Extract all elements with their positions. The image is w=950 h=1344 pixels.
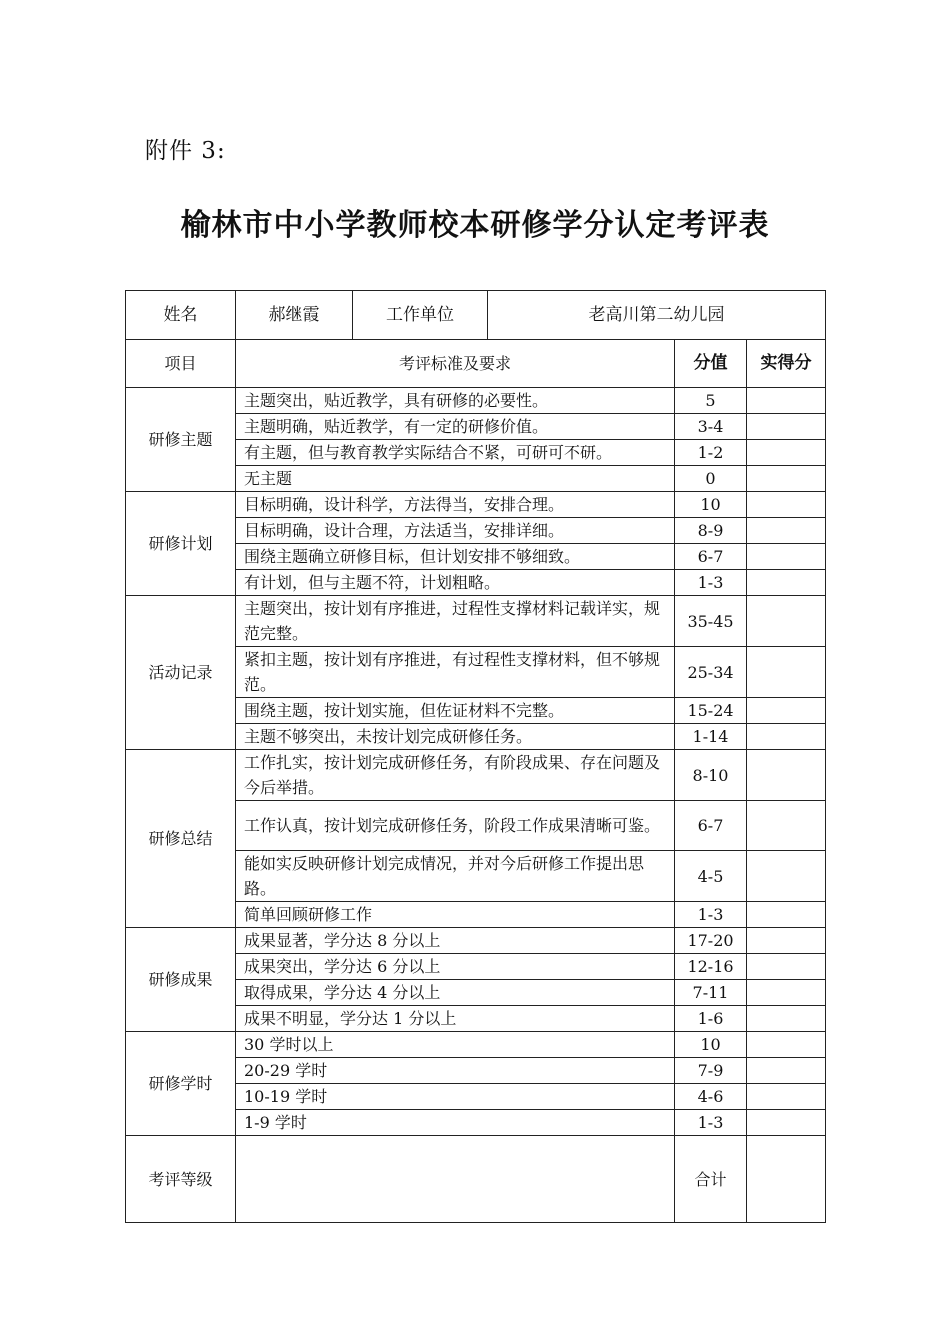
attachment-label: 附件 3: (145, 138, 226, 164)
criteria-cell: 紧扣主题，按计划有序推进，有过程性支撑材料，但不够规范。 (236, 647, 675, 698)
criteria-cell: 简单回顾研修工作 (236, 902, 675, 928)
actual-score-cell[interactable] (747, 1032, 826, 1058)
header-actual: 实得分 (747, 340, 826, 388)
unit-label: 工作单位 (353, 291, 488, 340)
score-cell: 1-3 (675, 1110, 747, 1136)
name-value: 郝继霞 (236, 291, 353, 340)
criteria-cell: 有主题，但与教育教学实际结合不紧，可研可不研。 (236, 440, 675, 466)
score-cell: 1-6 (675, 1006, 747, 1032)
grade-label: 考评等级 (126, 1136, 236, 1223)
table-row (126, 1032, 826, 1058)
actual-score-cell[interactable] (747, 1058, 826, 1084)
score-cell: 15-24 (675, 698, 747, 724)
section-name: 研修学时 (126, 1032, 236, 1136)
score-cell: 8-10 (675, 750, 747, 801)
actual-score-cell[interactable] (747, 388, 826, 414)
score-cell: 6-7 (675, 801, 747, 851)
header-item: 项目 (126, 340, 236, 388)
actual-score-cell[interactable] (747, 698, 826, 724)
criteria-cell: 围绕主题确立研修目标，但计划安排不够细致。 (236, 544, 675, 570)
section-name: 研修主题 (126, 388, 236, 492)
score-cell: 7-9 (675, 1058, 747, 1084)
name-label: 姓名 (126, 291, 236, 340)
actual-score-cell[interactable] (747, 544, 826, 570)
info-row (126, 291, 826, 340)
score-cell: 4-5 (675, 851, 747, 902)
score-cell: 10 (675, 1032, 747, 1058)
grade-value-cell[interactable] (236, 1136, 675, 1223)
actual-score-cell[interactable] (747, 851, 826, 902)
total-value-cell[interactable] (747, 1136, 826, 1223)
criteria-cell: 工作扎实，按计划完成研修任务，有阶段成果、存在问题及今后举措。 (236, 750, 675, 801)
criteria-cell: 能如实反映研修计划完成情况，并对今后研修工作提出思路。 (236, 851, 675, 902)
criteria-cell: 工作认真，按计划完成研修任务，阶段工作成果清晰可鉴。 (236, 801, 675, 851)
actual-score-cell[interactable] (747, 647, 826, 698)
section-name: 研修总结 (126, 750, 236, 928)
score-cell: 1-3 (675, 570, 747, 596)
document-title: 榆林市中小学教师校本研修学分认定考评表 (180, 208, 770, 243)
total-label: 合计 (675, 1136, 747, 1223)
actual-score-cell[interactable] (747, 954, 826, 980)
score-cell: 12-16 (675, 954, 747, 980)
grade-row (126, 1136, 826, 1223)
section-name: 研修成果 (126, 928, 236, 1032)
header-score: 分值 (675, 340, 747, 388)
actual-score-cell[interactable] (747, 492, 826, 518)
score-cell: 1-14 (675, 724, 747, 750)
criteria-cell: 目标明确，设计合理，方法适当，安排详细。 (236, 518, 675, 544)
actual-score-cell[interactable] (747, 596, 826, 647)
actual-score-cell[interactable] (747, 980, 826, 1006)
evaluation-table (125, 290, 826, 1223)
actual-score-cell[interactable] (747, 801, 826, 851)
table-row (126, 928, 826, 954)
score-cell: 6-7 (675, 544, 747, 570)
score-cell: 5 (675, 388, 747, 414)
score-cell: 1-2 (675, 440, 747, 466)
actual-score-cell[interactable] (747, 440, 826, 466)
criteria-cell: 主题明确，贴近教学，有一定的研修价值。 (236, 414, 675, 440)
criteria-cell: 无主题 (236, 466, 675, 492)
score-cell: 3-4 (675, 414, 747, 440)
section-name: 活动记录 (126, 596, 236, 750)
unit-value: 老高川第二幼儿园 (488, 291, 826, 340)
actual-score-cell[interactable] (747, 1084, 826, 1110)
criteria-cell: 30 学时以上 (236, 1032, 675, 1058)
actual-score-cell[interactable] (747, 724, 826, 750)
criteria-cell: 1-9 学时 (236, 1110, 675, 1136)
actual-score-cell[interactable] (747, 750, 826, 801)
section-name: 研修计划 (126, 492, 236, 596)
actual-score-cell[interactable] (747, 1006, 826, 1032)
table-row (126, 596, 826, 647)
header-row (126, 340, 826, 388)
actual-score-cell[interactable] (747, 1110, 826, 1136)
criteria-cell: 主题不够突出，未按计划完成研修任务。 (236, 724, 675, 750)
score-cell: 1-3 (675, 902, 747, 928)
actual-score-cell[interactable] (747, 466, 826, 492)
criteria-cell: 成果显著，学分达 8 分以上 (236, 928, 675, 954)
score-cell: 25-34 (675, 647, 747, 698)
actual-score-cell[interactable] (747, 902, 826, 928)
criteria-cell: 主题突出，贴近教学，具有研修的必要性。 (236, 388, 675, 414)
score-cell: 35-45 (675, 596, 747, 647)
criteria-cell: 有计划，但与主题不符，计划粗略。 (236, 570, 675, 596)
criteria-cell: 10-19 学时 (236, 1084, 675, 1110)
criteria-cell: 围绕主题，按计划实施，但佐证材料不完整。 (236, 698, 675, 724)
table-row (126, 750, 826, 801)
actual-score-cell[interactable] (747, 928, 826, 954)
actual-score-cell[interactable] (747, 414, 826, 440)
criteria-cell: 目标明确，设计科学，方法得当，安排合理。 (236, 492, 675, 518)
criteria-cell: 主题突出，按计划有序推进，过程性支撑材料记载详实，规范完整。 (236, 596, 675, 647)
actual-score-cell[interactable] (747, 518, 826, 544)
score-cell: 8-9 (675, 518, 747, 544)
score-cell: 0 (675, 466, 747, 492)
table-row (126, 388, 826, 414)
criteria-cell: 20-29 学时 (236, 1058, 675, 1084)
actual-score-cell[interactable] (747, 570, 826, 596)
header-criteria: 考评标准及要求 (236, 340, 675, 388)
score-cell: 10 (675, 492, 747, 518)
criteria-cell: 成果突出，学分达 6 分以上 (236, 954, 675, 980)
score-cell: 7-11 (675, 980, 747, 1006)
score-cell: 4-6 (675, 1084, 747, 1110)
criteria-cell: 成果不明显，学分达 1 分以上 (236, 1006, 675, 1032)
score-cell: 17-20 (675, 928, 747, 954)
criteria-cell: 取得成果，学分达 4 分以上 (236, 980, 675, 1006)
table-row (126, 492, 826, 518)
